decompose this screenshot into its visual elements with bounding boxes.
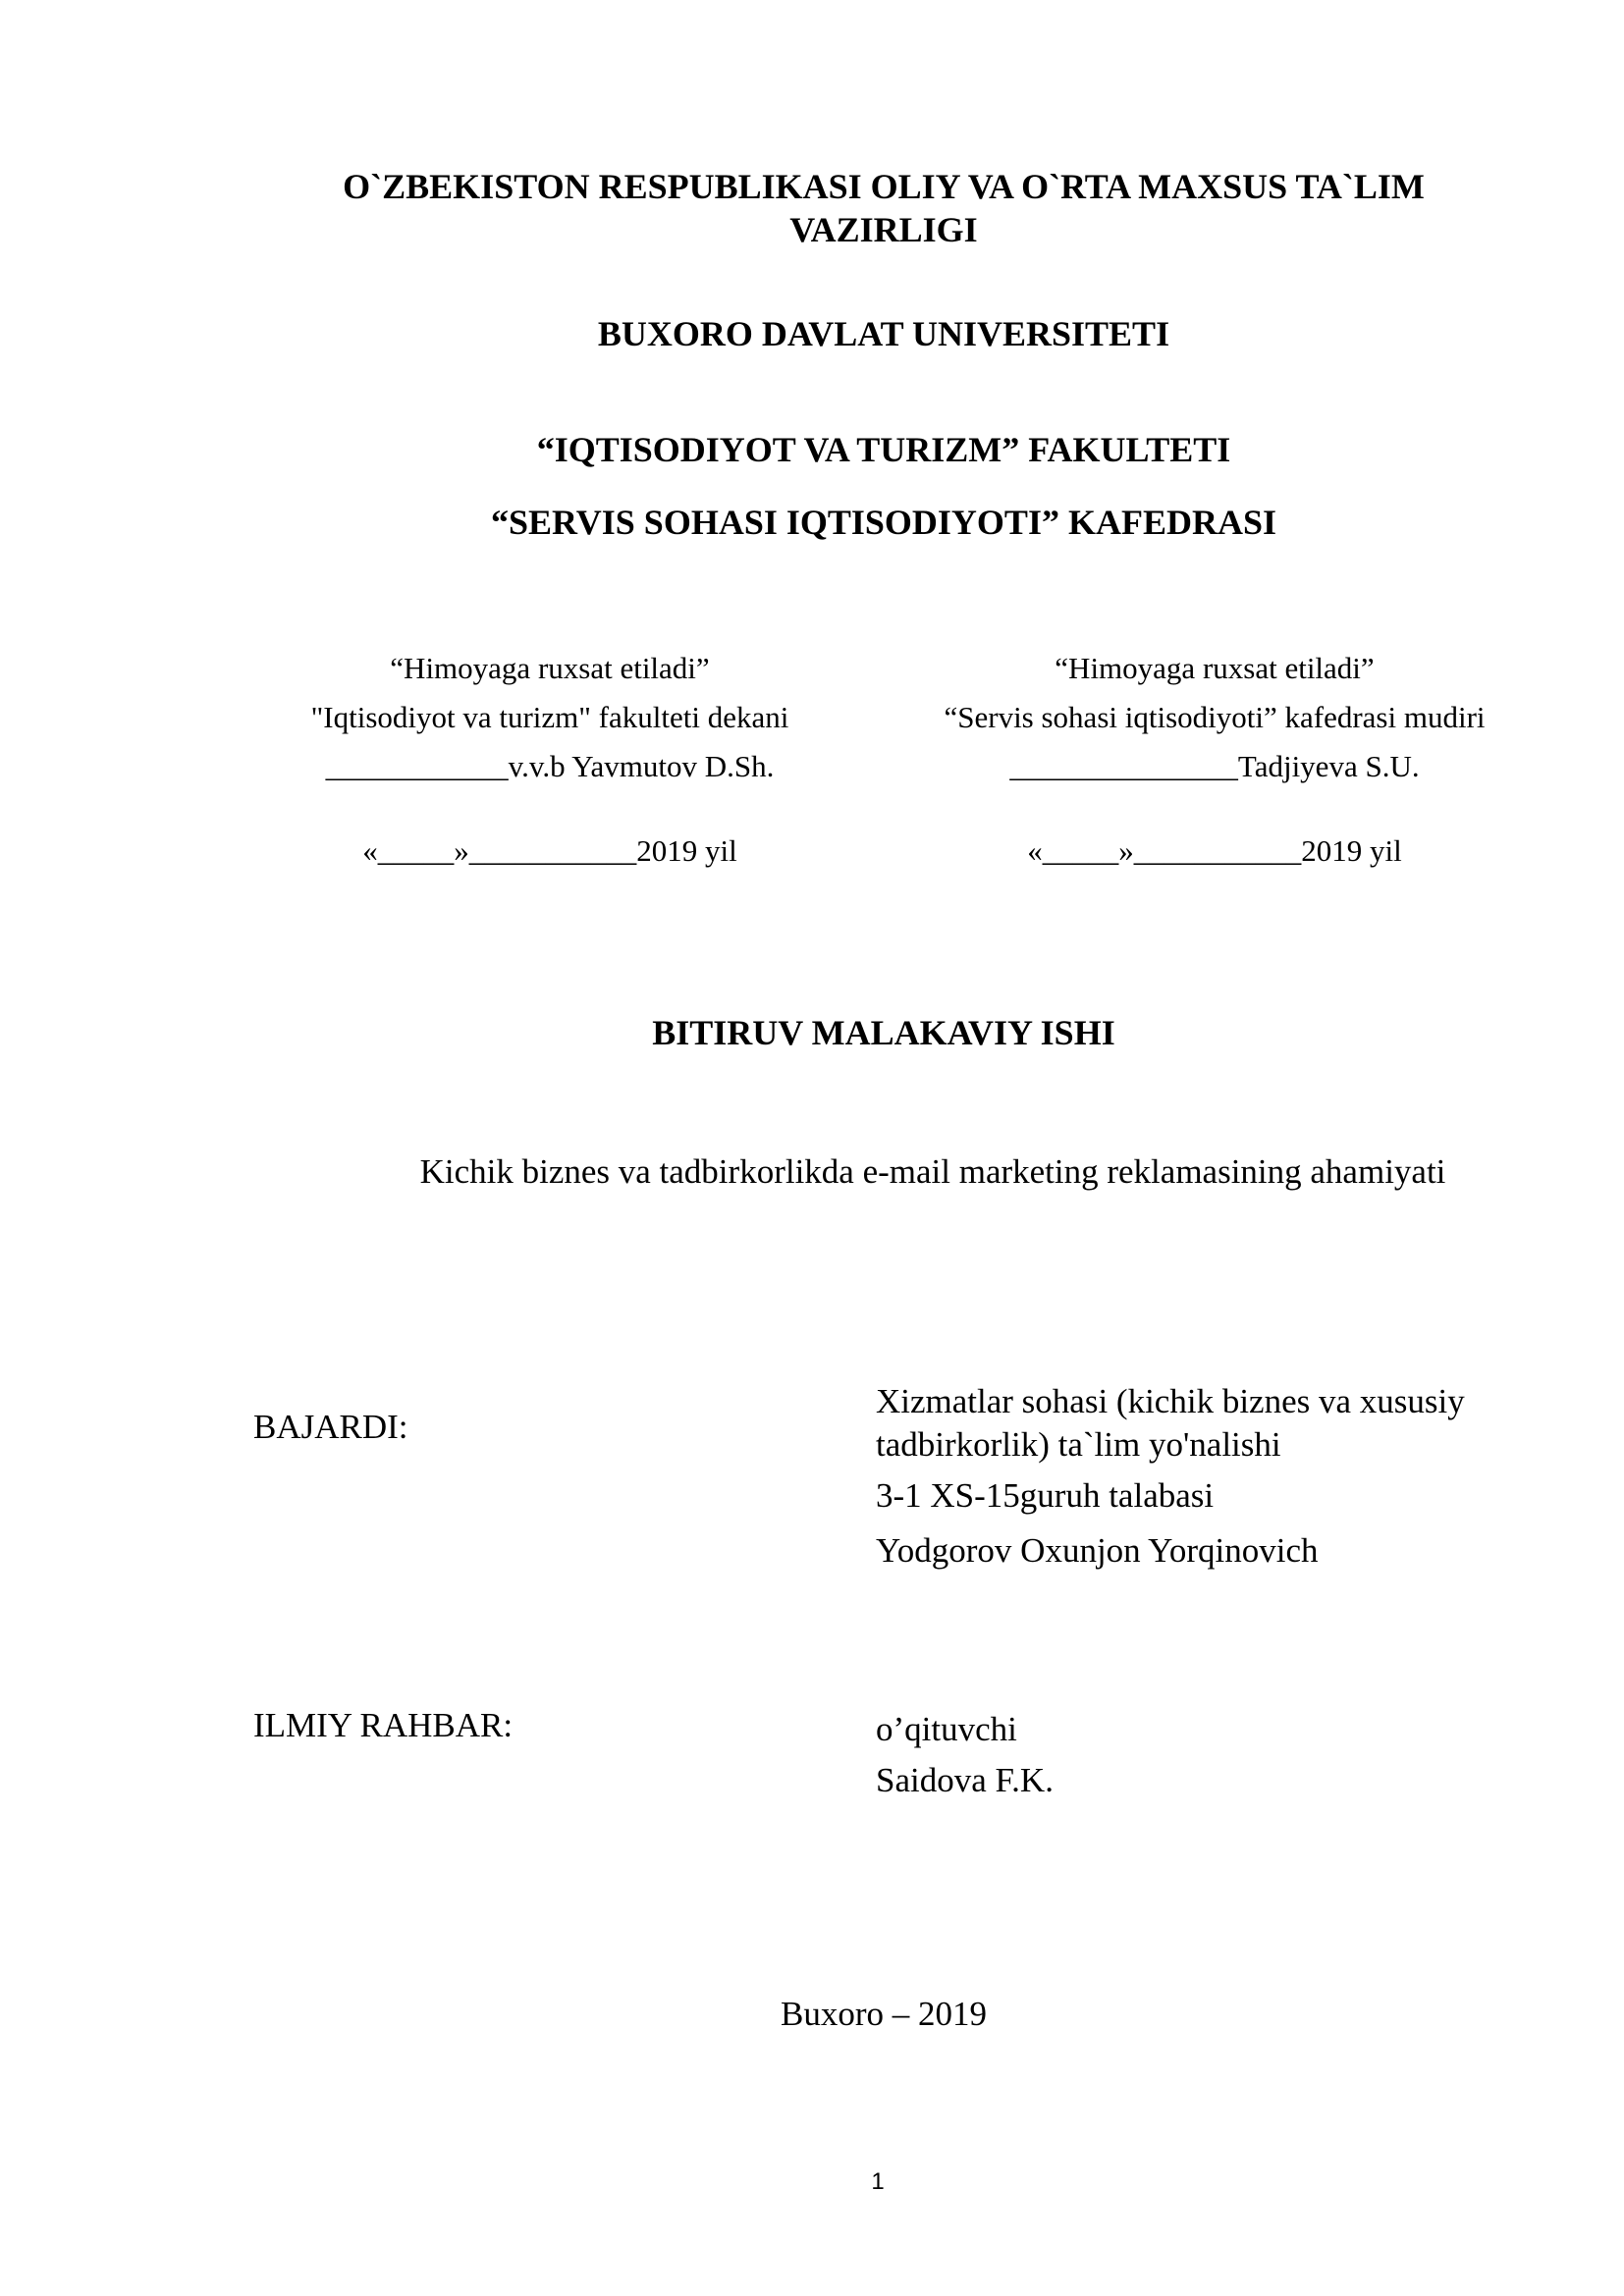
faculty-heading — [245, 428, 1522, 471]
thesis-topic: Kichik biznes va tadbirkorlikda e-mail marketing reklamasining ahamiyati — [419, 1152, 1446, 1191]
department-name: “SERVIS SOHASI IQTISODIYOTI” KAFEDRASI — [491, 503, 1276, 542]
supervisor-title: o’qituvchi — [876, 1710, 1017, 1748]
department-heading — [245, 501, 1522, 544]
performer-info — [876, 1380, 1563, 1576]
document-type-heading — [245, 1011, 1522, 1054]
page-number: 1 — [871, 2168, 885, 2195]
ministry-line-1: O`ZBEKISTON RESPUBLIKASI OLIY VA O`RTA MAXSUS TA`LIM — [343, 167, 1425, 206]
performer-label: BAJARDI: — [253, 1408, 408, 1446]
supervisor-name: Saidova F.K. — [876, 1761, 1054, 1799]
city-year: Buxoro – 2019 — [781, 1995, 987, 2033]
approval-signature: ____________v.v.b Yavmutov D.Sh. — [325, 749, 775, 783]
faculty-name: “IQTISODIYOT VA TURIZM” FAKULTETI — [536, 430, 1231, 469]
approval-title: “Himoyaga ruxsat etiladi” — [390, 651, 710, 685]
performer-name: Yodgorov Oxunjon Yorqinovich — [876, 1531, 1319, 1570]
performer-specialty-line-1: Xizmatlar sohasi (kichik biznes va xususiy — [876, 1382, 1465, 1420]
approval-date: «_____»___________2019 yil — [362, 833, 737, 868]
approval-signature: _______________Tadjiyeva S.U. — [1009, 749, 1420, 783]
document-type: BITIRUV MALAKAVIY ISHI — [652, 1013, 1115, 1052]
approval-position: "Iqtisodiyot va turizm" fakulteti dekani — [310, 700, 789, 734]
head-of-department-approval-block — [900, 644, 1529, 876]
university-name: BUXORO DAVLAT UNIVERSITETI — [597, 314, 1170, 353]
ministry-heading — [245, 165, 1522, 251]
supervisor-label: ILMIY RAHBAR: — [253, 1706, 514, 1744]
approval-position: “Servis sohasi iqtisodiyoti” kafedrasi mudiri — [944, 700, 1486, 734]
ministry-line-2: VAZIRLIGI — [789, 210, 978, 249]
approval-date: «_____»___________2019 yil — [1027, 833, 1402, 868]
dean-approval-block — [236, 644, 864, 876]
performer-group: 3-1 XS-15guruh talabasi — [876, 1476, 1215, 1515]
performer-specialty-line-2: tadbirkorlik) ta`lim yo'nalishi — [876, 1425, 1281, 1464]
approval-title: “Himoyaga ruxsat etiladi” — [1055, 651, 1375, 685]
university-heading — [245, 312, 1522, 355]
supervisor-info — [876, 1704, 1563, 1806]
